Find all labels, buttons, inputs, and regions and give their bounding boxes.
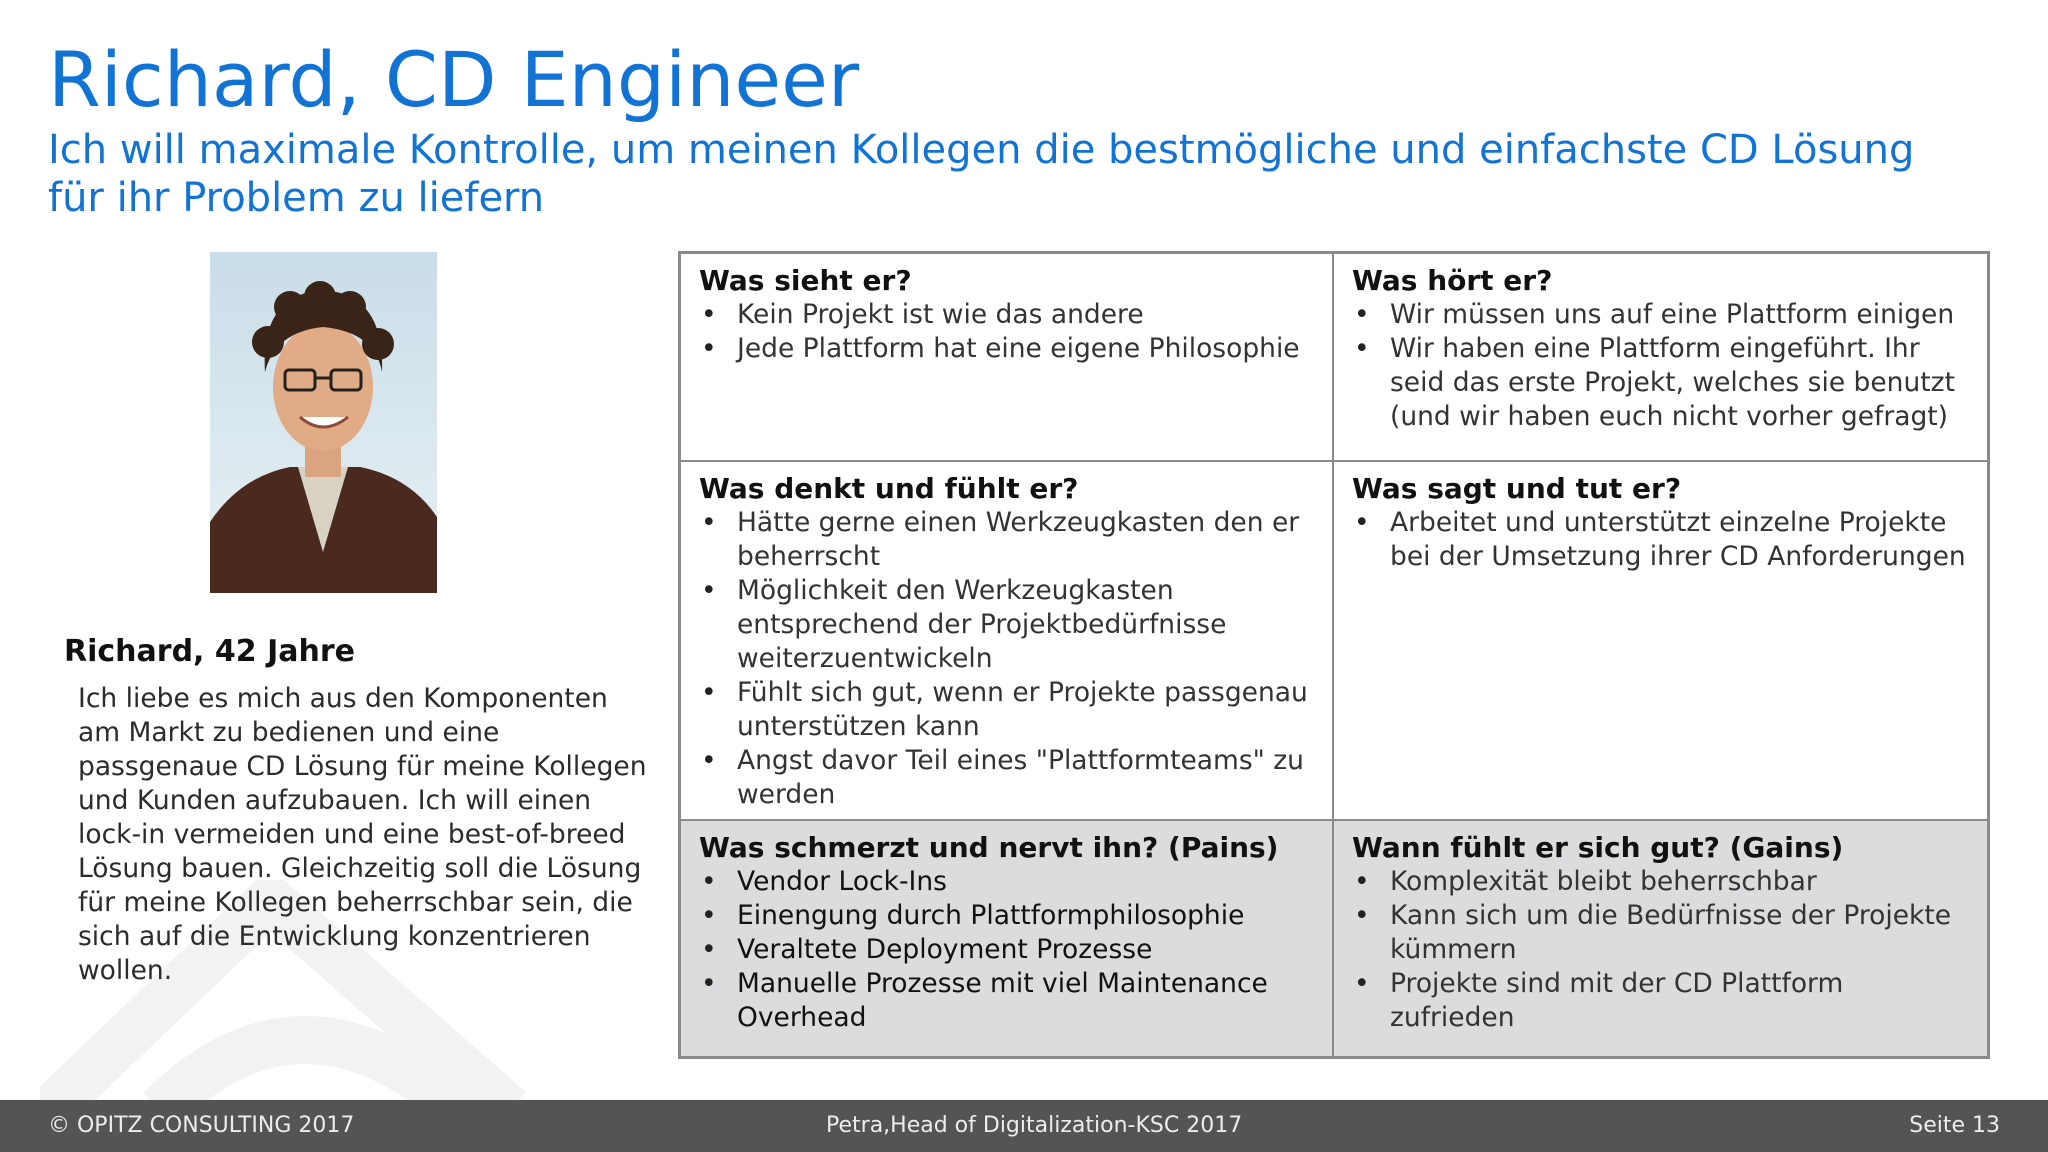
list-item: • Projekte sind mit der CD Plattform zufrieden [1352, 967, 1969, 1035]
bullet-list [1352, 298, 1969, 434]
cell-thinks [681, 462, 1334, 821]
cell-title: Was sagt und tut er? [1352, 472, 1682, 505]
list-item: • Hätte gerne einen Werkzeugkasten den er beherrscht [699, 506, 1314, 574]
list-item: • Jede Plattform hat eine eigene Philosophie [699, 332, 1314, 366]
cell-gains [1334, 821, 1987, 1056]
list-item: • Möglichkeit den Werkzeugkasten entsprechend der Projektbedürfnisse weiterzuentwickeln [699, 574, 1314, 676]
footer-event: Petra,Head of Digitalization-KSC 2017 [826, 1113, 1243, 1138]
cell-title: Was hört er? [1352, 264, 1553, 297]
cell-title: Was schmerzt und nervt ihn? (Pains) [699, 831, 1279, 864]
cell-title: Was denkt und fühlt er? [699, 472, 1079, 505]
footer-bar [0, 1100, 2048, 1152]
bullet-list [699, 298, 1314, 366]
list-item: • Arbeitet und unterstützt einzelne Projekte bei der Umsetzung ihrer CD Anforderungen [1352, 506, 1969, 574]
list-item: • Kann sich um die Bedürfnisse der Projekte kümmern [1352, 899, 1969, 967]
footer-page-number: Seite 13 [1909, 1113, 2000, 1138]
cell-title: Was sieht er? [699, 264, 912, 297]
persona-photo [210, 252, 437, 593]
bullet-list [1352, 865, 1969, 1035]
page-subtitle: Ich will maximale Kontrolle, um meinen Kollegen die bestmögliche und einfachste CD Lösung für ihr Problem zu liefern [48, 127, 1915, 221]
persona-description: Ich liebe es mich aus den Komponenten am Markt zu bedienen und eine passgenaue CD Lösung für meine Kollegen und Kunden aufzubauen. Ich will einen lock-in vermeiden und eine best-of-breed Lösung bauen. Gleichzeitig soll die Lösung für meine Kollegen beherrschbar sein, die sich auf die Entwicklung konzentrieren wollen. [78, 683, 647, 986]
list-item: • Angst davor Teil eines "Plattformteams" zu werden [699, 744, 1314, 812]
cell-title: Wann fühlt er sich gut? (Gains) [1352, 831, 1844, 864]
list-item: • Vendor Lock-Ins [699, 865, 1314, 899]
cell-hears [1334, 254, 1987, 462]
list-item: • Wir haben eine Plattform eingeführt. Ihr seid das erste Projekt, welches sie benutzt (und wir haben euch nicht vorher gefragt) [1352, 332, 1969, 434]
bullet-list [699, 506, 1314, 812]
list-item: • Wir müssen uns auf eine Plattform einigen [1352, 298, 1969, 332]
bullet-list [699, 865, 1314, 1035]
list-item: • Fühlt sich gut, wenn er Projekte passgenau unterstützen kann [699, 676, 1314, 744]
cell-sees [681, 254, 1334, 462]
list-item: • Veraltete Deployment Prozesse [699, 933, 1314, 967]
list-item: • Kein Projekt ist wie das andere [699, 298, 1314, 332]
empathy-map [678, 251, 1990, 1059]
footer-copyright: © OPITZ CONSULTING 2017 [48, 1113, 355, 1138]
list-item: • Manuelle Prozesse mit viel Maintenance Overhead [699, 967, 1314, 1035]
persona-name: Richard, 42 Jahre [64, 634, 355, 669]
page-title: Richard, CD Engineer [48, 35, 860, 124]
cell-pains [681, 821, 1334, 1056]
bullet-list [1352, 506, 1969, 574]
list-item: • Einengung durch Plattformphilosophie [699, 899, 1314, 933]
cell-says [1334, 462, 1987, 821]
list-item: • Komplexität bleibt beherrschbar [1352, 865, 1969, 899]
